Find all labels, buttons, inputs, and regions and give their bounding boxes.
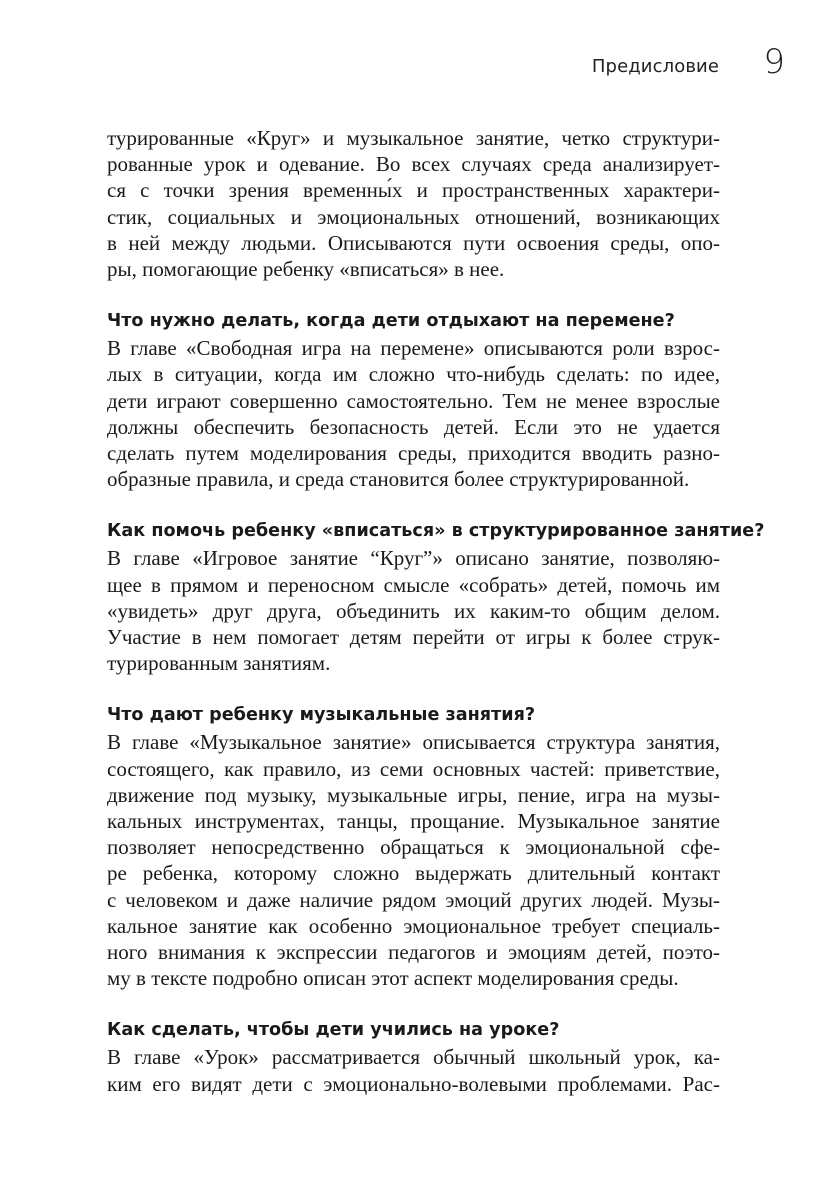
text-line: Участие в нем помогает детям перейти от игры к более струк-	[107, 625, 720, 650]
section-heading: Как сделать, чтобы дети учились на уроке?	[107, 1020, 560, 1041]
page-number: 9	[763, 42, 785, 82]
text-line: движение под музыку, музыкальные игры, пение, игра на музы-	[107, 782, 720, 807]
section-heading: Как помочь ребенку «вписаться» в структурированное занятие?	[107, 521, 765, 542]
running-head-section-title: Предисловие	[591, 56, 719, 77]
text-line: В главе «Урок» рассматривается обычный школьный урок, ка-	[107, 1045, 720, 1070]
text-line: рованные урок и одевание. Во всех случаях среда анализирует-	[107, 152, 720, 177]
text-line: ся с точки зрения временны́х и пространственных характери-	[107, 178, 720, 203]
text-line: В главе «Игровое занятие “Круг”» описано занятие, позволяю-	[107, 546, 720, 571]
text-line: турированные «Круг» и музыкальное занятие, четко структури-	[107, 126, 720, 150]
text-line: щее в прямом и переносном смысле «собрать» детей, помочь им	[107, 572, 720, 597]
section-heading: Что нужно делать, когда дети отдыхают на перемене?	[107, 311, 675, 332]
section-music-lessons	[107, 702, 720, 991]
text-line: кальных инструментах, танцы, прощание. Музыкальное занятие	[107, 809, 720, 834]
text-line: с человеком и даже наличие рядом эмоций других людей. Музы-	[107, 887, 720, 912]
intro-paragraph	[107, 125, 720, 282]
text-line: состоящего, как правило, из семи основных частей: приветствие,	[107, 756, 720, 781]
section-paragraph	[107, 729, 720, 991]
text-line: позволяет непосредственно обращаться к эмоциональной сфе-	[107, 835, 720, 860]
text-line: ного внимания к экспрессии педагогов и эмоциям детей, поэто-	[107, 940, 720, 965]
section-paragraph	[107, 545, 720, 676]
text-line: должны обеспечить безопасность детей. Если это не удается	[107, 414, 720, 439]
text-line: ре ребенка, которому сложно выдержать длительный контакт	[107, 861, 720, 886]
text-line: ким его видят дети с эмоционально-волевыми проблемами. Рас-	[107, 1071, 720, 1096]
section-heading: Что дают ребенку музыкальные занятия?	[107, 705, 536, 726]
text-line: образные правила, и среда становится более структурированной.	[107, 467, 690, 492]
section-structured-activity	[107, 518, 765, 676]
running-head	[0, 0, 828, 100]
text-line: стик, социальных и эмоциональных отношений, возникающих	[107, 204, 720, 229]
section-recess	[107, 308, 720, 492]
text-line: сделать путем моделирования среды, приходится вводить разно-	[107, 441, 720, 466]
text-line: в ней между людьми. Описываются пути освоения среды, опо-	[107, 230, 720, 255]
text-line: лых в ситуации, когда им сложно что-нибудь сделать: по идее,	[107, 362, 720, 387]
page-body	[107, 125, 765, 1097]
text-line: дети играют совершенно самостоятельно. Тем не менее взрослые	[107, 388, 720, 413]
text-line: кальное занятие как особенно эмоциональное требует специаль-	[107, 913, 720, 938]
text-line: му в тексте подробно описан этот аспект моделирования среды.	[107, 966, 679, 991]
text-line: В главе «Музыкальное занятие» описывается структура занятия,	[107, 730, 720, 755]
text-line: ры, помогающие ребенку «вписаться» в нее.	[107, 257, 505, 282]
text-line: «увидеть» друг друга, объединить их каким-то общим делом.	[107, 598, 720, 623]
section-school-lesson	[107, 1017, 720, 1096]
section-paragraph	[107, 335, 720, 492]
text-line: турированным занятиям.	[107, 651, 331, 676]
text-line: В главе «Свободная игра на перемене» описываются роли взрос-	[107, 336, 720, 361]
section-paragraph	[107, 1044, 720, 1096]
